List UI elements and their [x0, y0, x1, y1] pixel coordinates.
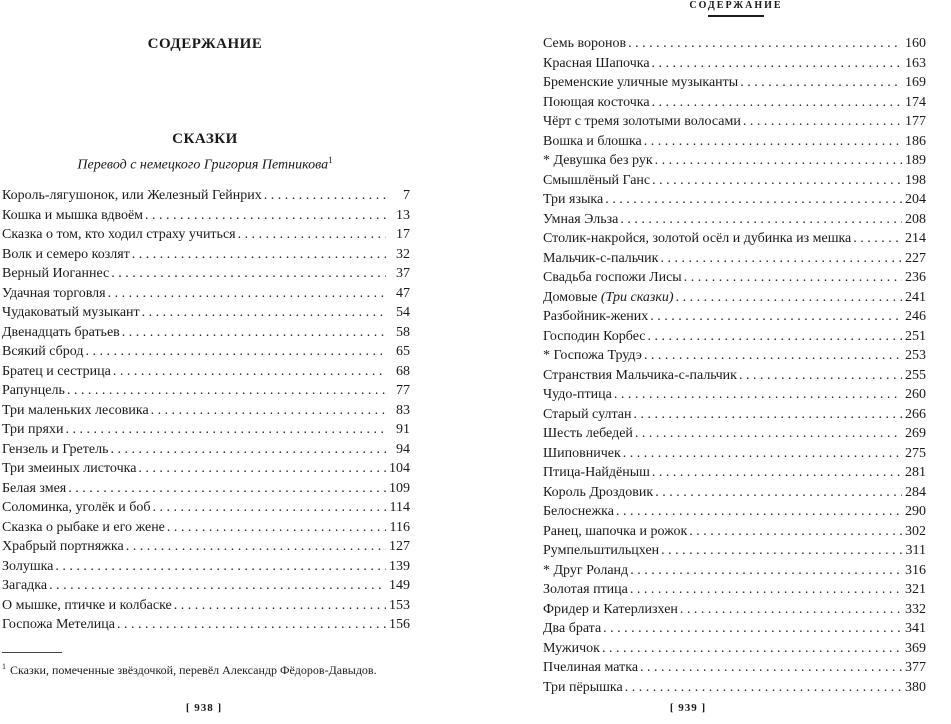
toc-entry-page: 251: [905, 328, 926, 344]
toc-entry-title: Чудо-птица: [543, 387, 612, 402]
dot-leader: [644, 132, 902, 152]
toc-entry-title: Семь воронов: [543, 36, 627, 51]
toc-entry-page: 139: [389, 558, 410, 574]
toc-entry: [543, 405, 926, 425]
section-title: СКАЗКИ: [172, 131, 238, 147]
toc-entry-page: 77: [396, 383, 410, 398]
toc-entry-title: Шесть лебедей: [543, 426, 633, 441]
toc-entry-title: Три пёрышка: [543, 679, 623, 695]
dot-leader: [684, 268, 902, 288]
dot-leader: [652, 93, 902, 113]
toc-entry-page: 253: [905, 348, 926, 363]
toc-entry-page: 316: [905, 562, 926, 578]
dot-leader: [628, 34, 902, 54]
page-number-left: [ 938 ]: [185, 702, 223, 714]
dot-leader: [652, 54, 902, 74]
toc-entry: [543, 112, 926, 132]
dot-leader: [640, 658, 902, 678]
toc-entry-page: 269: [905, 426, 926, 441]
toc-entry-page: 290: [905, 504, 926, 519]
toc-entry-title: Братец и сестрица: [2, 363, 111, 379]
toc-entry-page: 160: [905, 36, 926, 51]
toc-entry: [543, 93, 926, 113]
toc-entry-title: Золотая птица: [543, 582, 628, 597]
toc-entry: [2, 264, 410, 284]
toc-entry-page: 341: [905, 621, 926, 636]
toc-entry-title: Храбрый портняжка: [2, 539, 124, 554]
toc-entry-page: 189: [905, 153, 926, 168]
dot-leader: [264, 186, 386, 206]
toc-entry-page: 177: [905, 114, 926, 129]
toc-entry-title: Король-лягушонок, или Железный Гейнрих: [2, 188, 262, 203]
dot-leader: [86, 342, 386, 362]
dot-leader: [623, 444, 902, 464]
toc-entry: [2, 225, 410, 245]
toc-entry: [543, 327, 926, 347]
toc-entry-page: 13: [396, 207, 410, 223]
running-head-rule: [708, 15, 764, 17]
toc-entry-title: Сказка о рыбаке и его жене: [2, 519, 165, 535]
toc-entry-title: Чёрт с тремя золотыми волосами: [543, 114, 741, 129]
toc-entry: [2, 518, 410, 538]
toc-entry-title: Вошка и блошка: [543, 133, 642, 149]
toc-entry-title: Домовые (Три сказки): [543, 289, 674, 305]
toc-entry-title: Рапунцель: [2, 383, 65, 398]
dot-leader: [602, 639, 902, 659]
dot-leader: [655, 483, 902, 503]
toc-entry: [2, 479, 410, 499]
toc-entry: [543, 619, 926, 639]
toc-entry-page: 94: [396, 441, 410, 457]
toc-entry: [2, 498, 410, 518]
dot-leader: [635, 424, 902, 444]
dot-leader: [676, 288, 902, 308]
toc-entry: [543, 483, 926, 503]
toc-entry-page: 332: [905, 601, 926, 617]
dot-leader: [740, 73, 902, 93]
toc-entry-page: 54: [396, 305, 410, 320]
toc-entry-page: 83: [396, 402, 410, 418]
toc-entry-title: Золушка: [2, 558, 54, 574]
toc-entry-page: 156: [389, 617, 410, 632]
dot-leader: [650, 307, 902, 327]
running-head: СОДЕРЖАНИЕ: [689, 0, 783, 11]
dot-leader: [655, 151, 902, 171]
toc-entry-title: Красная Шапочка: [543, 55, 650, 71]
toc-entry: [543, 288, 926, 308]
dot-leader: [55, 557, 386, 577]
toc-entry-title: Удачная торговля: [2, 285, 106, 301]
toc-entry: [543, 366, 926, 386]
toc-entry-page: 58: [396, 324, 410, 340]
toc-list-right: [543, 34, 926, 697]
dot-leader: [126, 537, 386, 557]
dot-leader: [67, 381, 386, 401]
toc-entry-page: 204: [905, 192, 926, 207]
toc-entry-page: 260: [905, 387, 926, 402]
dot-leader: [644, 346, 902, 366]
toc-entry-page: 246: [905, 309, 926, 324]
dot-leader: [853, 229, 902, 249]
dot-leader: [620, 210, 902, 230]
toc-entry: [2, 186, 410, 206]
toc-entry: [2, 323, 410, 343]
toc-entry-title: Чудаковатый музыкант: [2, 305, 140, 320]
toc-entry-page: 149: [389, 578, 410, 593]
dot-leader: [167, 518, 386, 538]
toc-entry-title: Румпельштильцхен: [543, 543, 660, 558]
dot-leader: [111, 264, 386, 284]
toc-entry: [543, 268, 926, 288]
dot-leader: [605, 190, 902, 210]
toc-entry-page: 208: [905, 211, 926, 227]
dot-leader: [138, 459, 386, 479]
toc-entry: [2, 245, 410, 265]
toc-entry: [2, 206, 410, 226]
toc-entry-title: Разбойник-жених: [543, 309, 649, 324]
dot-leader: [142, 303, 386, 323]
toc-entry-page: 186: [905, 133, 926, 149]
toc-entry-page: 236: [905, 270, 926, 285]
toc-entry-page: 116: [389, 519, 410, 535]
toc-entry-title: Ранец, шапочка и рожок: [543, 523, 688, 539]
dot-leader: [113, 362, 386, 382]
toc-entry-page: 369: [905, 640, 926, 656]
toc-entry: [543, 385, 926, 405]
dot-leader: [151, 401, 386, 421]
toc-entry: [543, 541, 926, 561]
dot-leader: [152, 498, 386, 518]
toc-entry-title: Пчелиная матка: [543, 660, 639, 675]
dot-leader: [652, 463, 902, 483]
toc-entry-title: Загадка: [2, 578, 48, 593]
toc-entry-page: 65: [396, 344, 410, 359]
toc-entry-page: 68: [396, 363, 410, 379]
toc-entry-title: Поющая косточка: [543, 94, 650, 110]
toc-entry: [543, 658, 926, 678]
toc-entry-page: 32: [396, 246, 410, 262]
toc-entry-title: Свадьба госпожи Лисы: [543, 270, 682, 285]
toc-entry-title: Три языка: [543, 192, 604, 207]
toc-entry: [2, 576, 410, 596]
toc-entry-page: 284: [905, 484, 926, 500]
toc-entry-title: Три маленьких лесовика: [2, 402, 149, 418]
toc-entry-title: Смышлёный Ганс: [543, 172, 651, 188]
toc-entry: [543, 307, 926, 327]
toc-entry: [543, 424, 926, 444]
toc-entry-title: Всякий сброд: [2, 344, 84, 359]
toc-entry-title: Странствия Мальчика-с-пальчик: [543, 367, 737, 383]
page-number-right: [ 939 ]: [669, 702, 707, 714]
toc-entry: [543, 600, 926, 620]
dot-leader: [65, 420, 386, 440]
toc-entry-page: 380: [905, 679, 926, 695]
dot-leader: [238, 225, 386, 245]
toc-entry-subtitle: (Три сказки): [600, 289, 674, 305]
dot-leader: [625, 678, 902, 698]
toc-entry: [543, 444, 926, 464]
toc-entry-page: 377: [905, 660, 926, 675]
dot-leader: [174, 596, 386, 616]
dot-leader: [603, 619, 902, 639]
toc-entry: [2, 615, 410, 635]
toc-entry: [543, 580, 926, 600]
toc-entry-title: Три змеиных листочка: [2, 461, 137, 476]
footnote-divider: [2, 652, 62, 653]
toc-entry-title: Столик-накройся, золотой осёл и дубинка из мешка: [543, 231, 852, 246]
toc-entry: [2, 284, 410, 304]
dot-leader: [647, 327, 902, 347]
toc-entry: [2, 420, 410, 440]
toc-entry-title: Шиповничек: [543, 445, 621, 461]
toc-entry: [2, 381, 410, 401]
toc-entry: [543, 678, 926, 698]
toc-entry-page: 275: [905, 445, 926, 461]
toc-entry-title: Мальчик-с-пальчик: [543, 250, 659, 266]
toc-entry-title: Соломинка, уголёк и боб: [2, 500, 151, 515]
toc-entry: [2, 557, 410, 577]
toc-entry-page: 321: [905, 582, 926, 597]
toc-entry-page: 91: [396, 422, 410, 437]
dot-leader: [739, 366, 902, 386]
toc-entry: [2, 596, 410, 616]
dot-leader: [680, 600, 902, 620]
toc-entry: [543, 502, 926, 522]
dot-leader: [661, 541, 902, 561]
page-title: СОДЕРЖАНИЕ: [147, 36, 263, 52]
toc-entry-title: Гензель и Гретель: [2, 441, 109, 457]
toc-entry-page: 281: [905, 465, 926, 480]
dot-leader: [145, 206, 386, 226]
dot-leader: [660, 249, 902, 269]
toc-entry-title: Сказка о том, кто ходил страху учиться: [2, 227, 236, 242]
dot-leader: [630, 561, 902, 581]
dot-leader: [652, 171, 902, 191]
toc-entry-title: Белоснежка: [543, 504, 614, 519]
toc-entry-page: 127: [389, 539, 410, 554]
toc-entry: [2, 303, 410, 323]
toc-entry-title: Птица-Найдёныш: [543, 465, 650, 480]
toc-entry: [543, 639, 926, 659]
toc-entry: [2, 342, 410, 362]
toc-entry-page: 302: [905, 523, 926, 539]
dot-leader: [132, 245, 386, 265]
right-page: [476, 0, 951, 724]
toc-entry: [543, 132, 926, 152]
footnote: [2, 658, 410, 679]
toc-entry: [543, 151, 926, 171]
toc-entry: [543, 73, 926, 93]
toc-entry-page: 7: [403, 188, 410, 203]
toc-entry-title: Король Дроздовик: [543, 484, 654, 500]
footnote-reference: 1: [328, 155, 333, 165]
toc-entry: [543, 346, 926, 366]
toc-entry-title: О мышке, птичке и колбаске: [2, 597, 172, 613]
dot-leader: [614, 385, 902, 405]
toc-entry-page: 241: [905, 289, 926, 305]
toc-entry-title: Господин Корбес: [543, 328, 646, 344]
toc-entry: [2, 537, 410, 557]
toc-list-left: [2, 186, 410, 635]
toc-entry: [2, 440, 410, 460]
toc-entry-page: 311: [905, 543, 926, 558]
toc-entry-page: 109: [389, 480, 410, 496]
toc-entry: [543, 210, 926, 230]
dot-leader: [633, 405, 902, 425]
dot-leader: [117, 615, 386, 635]
toc-entry-page: 266: [905, 406, 926, 422]
footnote-mark: 1: [2, 662, 6, 671]
toc-entry-page: 174: [905, 94, 926, 110]
toc-entry-page: 169: [905, 75, 926, 90]
toc-entry: [543, 249, 926, 269]
dot-leader: [108, 284, 386, 304]
toc-entry-title: Два брата: [543, 621, 602, 636]
left-page: [0, 0, 475, 724]
toc-entry-title: * Друг Роланд: [543, 562, 629, 578]
dot-leader: [68, 479, 386, 499]
toc-entry-title: Волк и семеро козлят: [2, 246, 130, 262]
toc-entry-title: Кошка и мышка вдвоём: [2, 207, 144, 223]
toc-entry-page: 198: [905, 172, 926, 188]
toc-entry-page: 114: [389, 500, 410, 515]
toc-entry-page: 17: [396, 227, 410, 242]
translator-note: [0, 155, 410, 174]
toc-entry: [543, 190, 926, 210]
dot-leader: [110, 440, 386, 460]
dot-leader: [122, 323, 386, 343]
footnote-text: Сказки, помеченные звёздочкой, перевёл Александр Фёдоров-Давыдов.: [10, 663, 377, 677]
toc-entry: [543, 34, 926, 54]
toc-entry: [2, 362, 410, 382]
toc-entry: [543, 171, 926, 191]
translator-text: Перевод с немецкого Григория Петникова: [77, 157, 329, 173]
dot-leader: [630, 580, 902, 600]
toc-entry-title: Три пряхи: [2, 422, 64, 437]
toc-entry-title: Мужичок: [543, 640, 600, 656]
toc-entry-page: 153: [389, 597, 410, 613]
toc-entry-page: 37: [396, 266, 410, 281]
dot-leader: [49, 576, 386, 596]
dot-leader: [743, 112, 902, 132]
toc-entry-title: * Девушка без рук: [543, 153, 653, 168]
toc-entry: [543, 522, 926, 542]
toc-entry-page: 255: [905, 367, 926, 383]
toc-entry-title: Умная Эльза: [543, 211, 619, 227]
toc-entry-title: * Госпожа Трудэ: [543, 348, 642, 363]
toc-entry-title: Старый султан: [543, 406, 632, 422]
dot-leader: [616, 502, 902, 522]
toc-entry-title: Верный Иоганнес: [2, 266, 110, 281]
toc-entry: [2, 401, 410, 421]
toc-entry-page: 163: [905, 55, 926, 71]
toc-entry-title: Фридер и Катерлизхен: [543, 601, 678, 617]
toc-entry-page: 47: [396, 285, 410, 301]
toc-entry-page: 104: [389, 461, 410, 476]
dot-leader: [689, 522, 902, 542]
toc-entry-title: Госпожа Метелица: [2, 617, 115, 632]
toc-entry: [2, 459, 410, 479]
toc-entry: [543, 229, 926, 249]
toc-entry: [543, 561, 926, 581]
toc-entry-title: Белая змея: [2, 480, 67, 496]
toc-entry-page: 214: [905, 231, 926, 246]
toc-entry-title: Двенадцать братьев: [2, 324, 120, 340]
toc-entry-title: Бременские уличные музыканты: [543, 75, 739, 90]
toc-entry: [543, 463, 926, 483]
toc-entry-page: 227: [905, 250, 926, 266]
toc-entry: [543, 54, 926, 74]
